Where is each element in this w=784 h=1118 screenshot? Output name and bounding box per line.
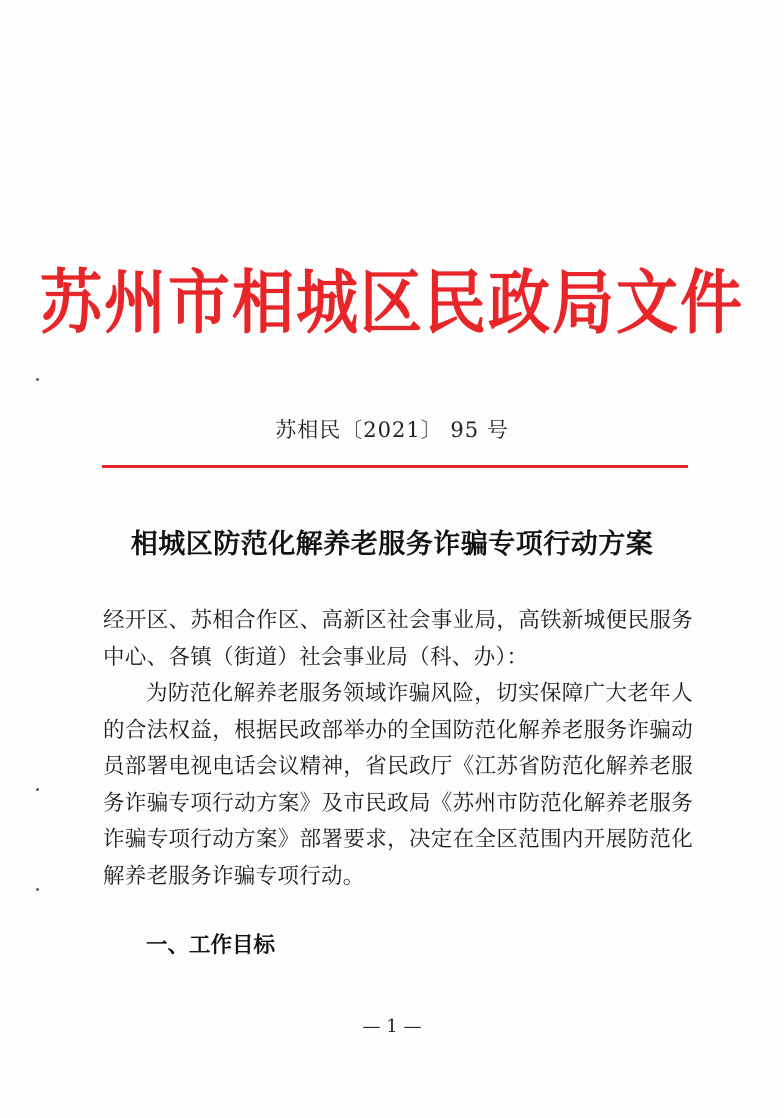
document-title: 相城区防范化解养老服务诈骗专项行动方案: [130, 529, 654, 560]
addressee-paragraph: 经开区、苏相合作区、高新区社会事业局，高铁新城便民服务中心、各镇（街道）社会事业局（科、办）：: [103, 608, 693, 670]
document-masthead: 苏州市相城区民政局文件: [39, 261, 744, 344]
document-number: 苏相民〔2021〕 95 号: [275, 418, 509, 442]
scan-speck: [36, 888, 39, 891]
section-heading: 一、工作目标: [146, 933, 276, 958]
scan-speck: [36, 378, 39, 381]
scan-speck: [36, 788, 39, 791]
page-number: — 1 —: [362, 1016, 422, 1037]
red-separator-line: [102, 465, 688, 468]
body-paragraph: 为防范化解养老服务领域诈骗风险，切实保障广大老年人的合法权益，根据民政部举办的全国防范化解养老服务诈骗动员部署电视电话会议精神，省民政厅《江苏省防范化解养老服务诈骗专项行动方案》及市民政局《苏州市防范化解养老服务诈骗专项行动方案》部署要求，决定在全区范围内开展防范化解养老服务诈骗专项行动。: [103, 681, 693, 889]
